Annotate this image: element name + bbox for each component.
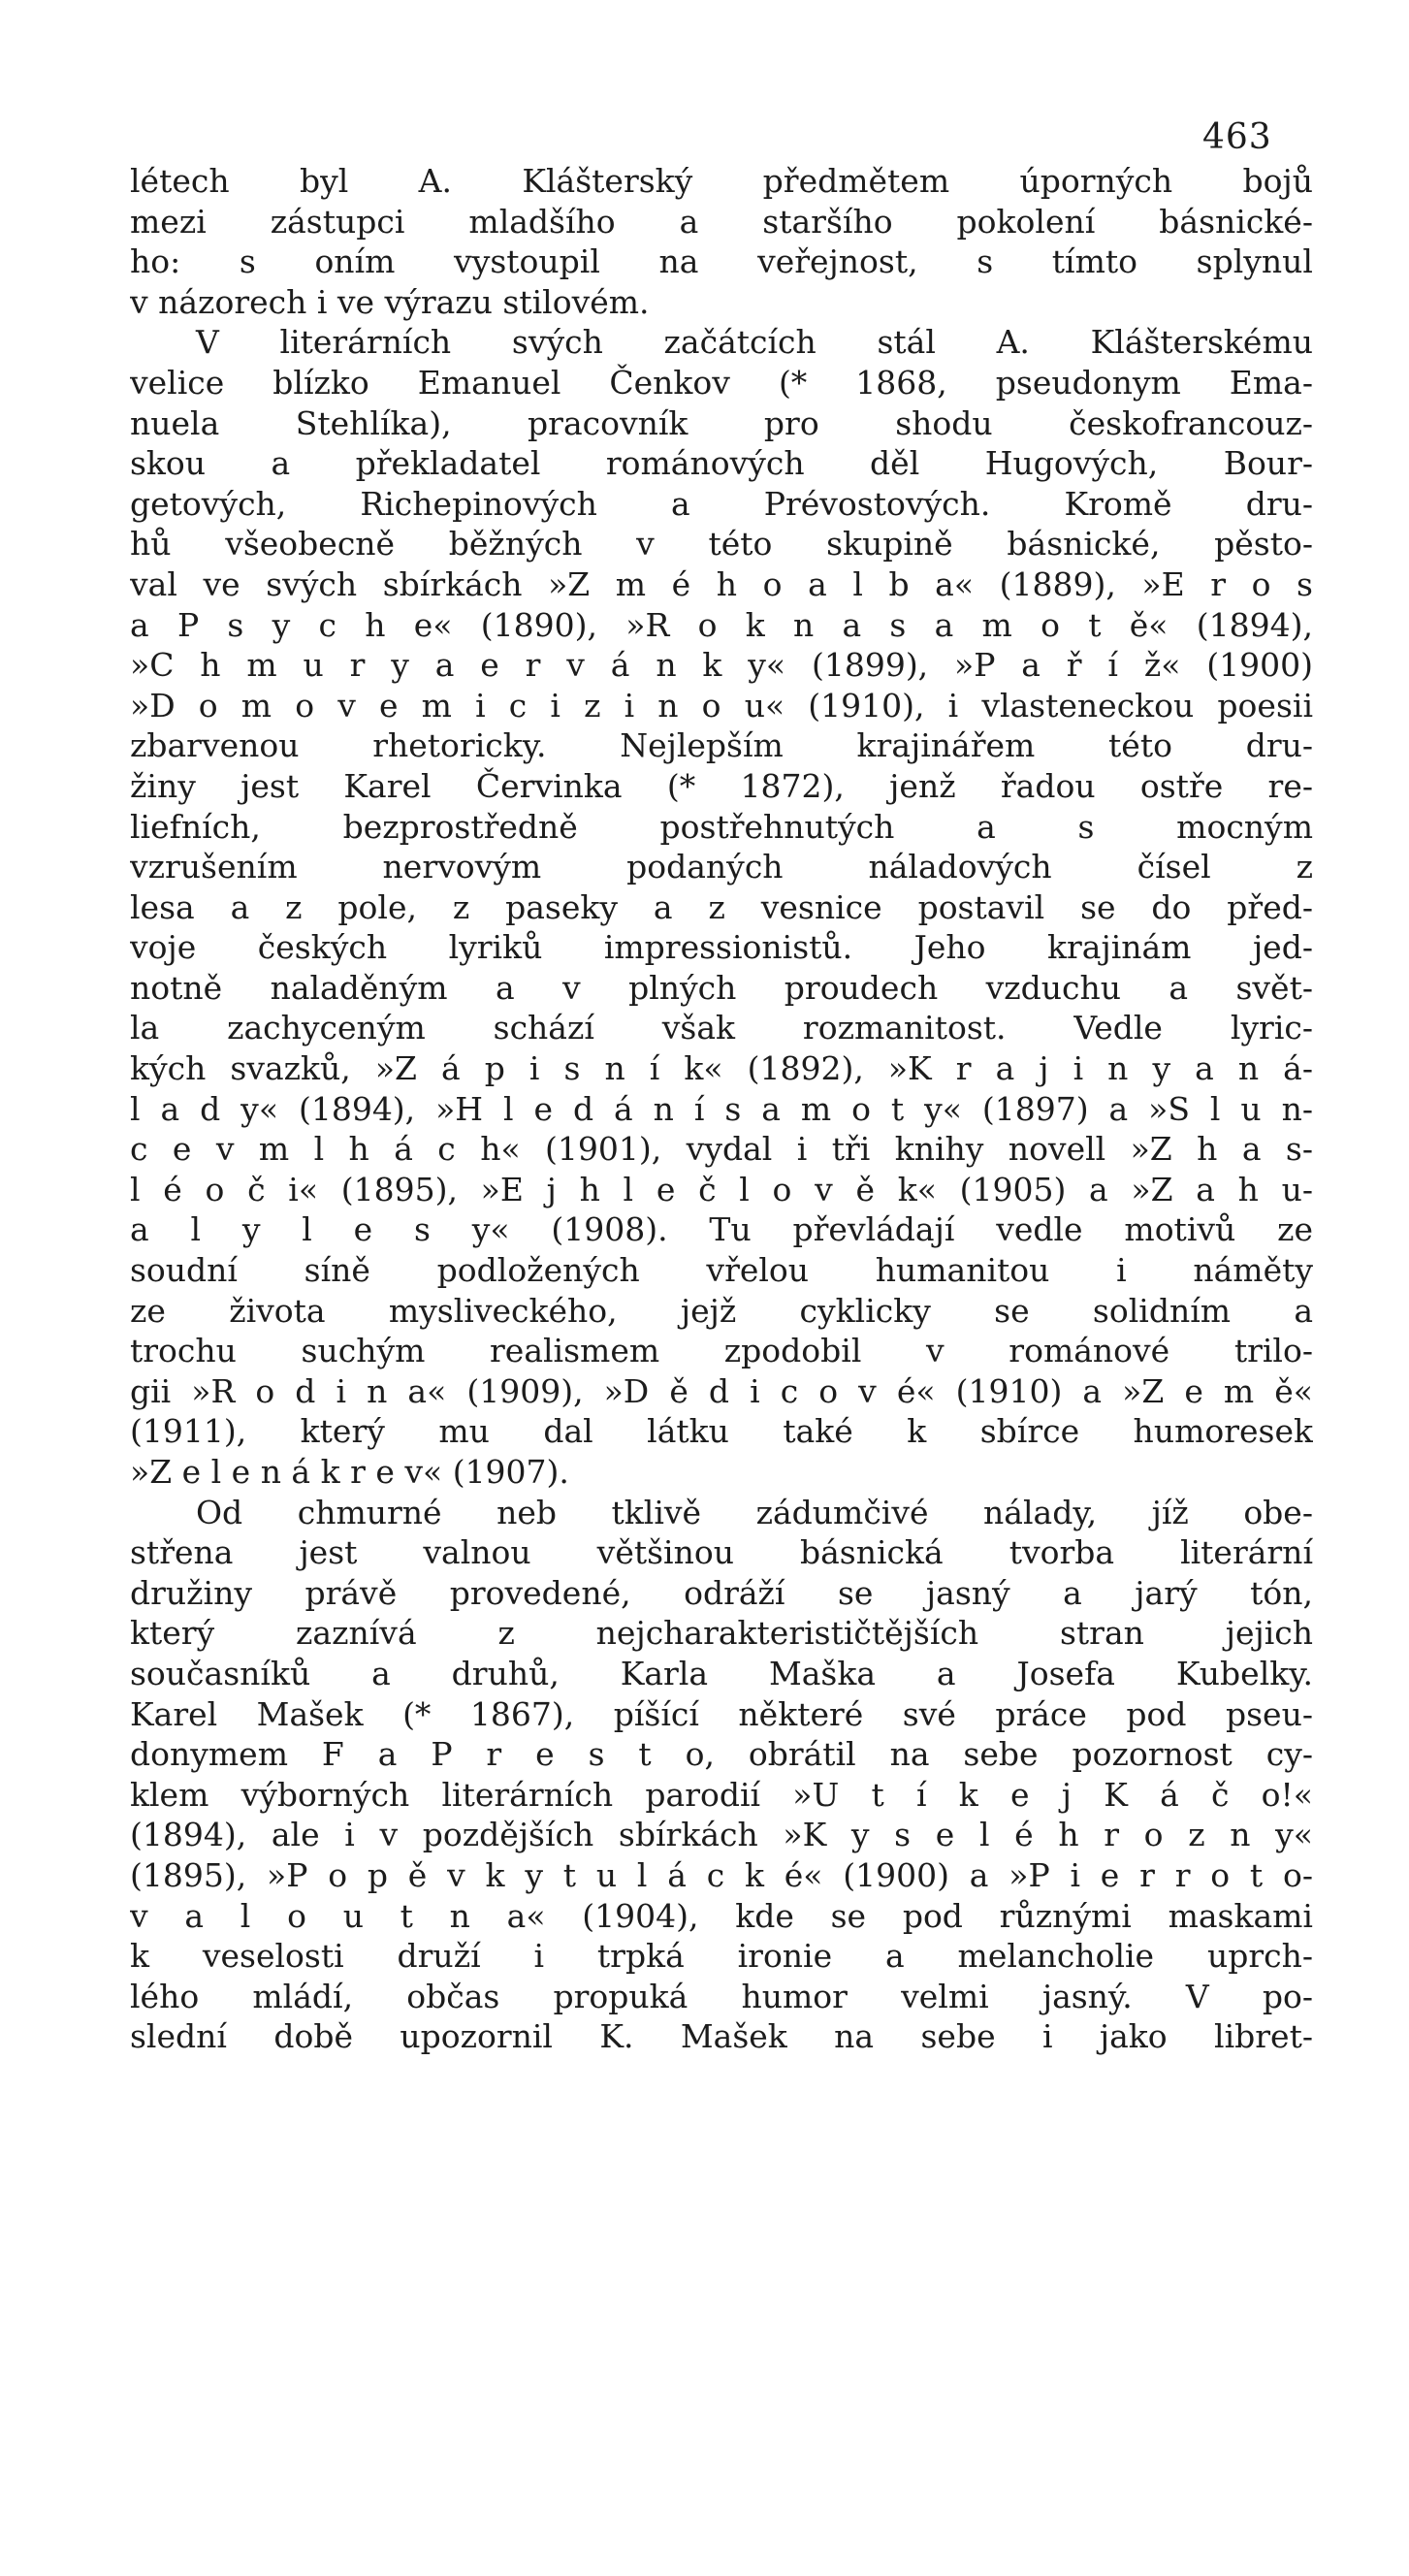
text-line: který zaznívá z nejcharakterističtějších stran jejich (130, 1614, 1313, 1653)
text-line: lesa a z pole, z paseky a z vesnice postavil se do před- (130, 887, 1313, 926)
text-line: »C h m u r y a e r v á n k y« (1899), »P a ř í ž« (1900) (130, 646, 1313, 685)
text-line: v názorech i ve výrazu stilovém. (130, 282, 650, 321)
text-line: ho: s oním vystoupil na veřejnost, s tímto splynul (130, 242, 1313, 281)
text-line: kých svazků, »Z á p i s n í k« (1892), »K r a j i n y a n á- (130, 1049, 1313, 1088)
text-line: létech byl A. Klášterský předmětem úporných bojů (130, 162, 1313, 200)
text-line: val ve svých sbírkách »Z m é h o a l b a« (1889), »E r o s (130, 564, 1313, 603)
text-line: a l y l e s y« (1908). Tu převládají vedle motivů ze (130, 1210, 1313, 1249)
text-line: (1911), který mu dal látku také k sbírce humoresek (130, 1412, 1313, 1451)
text-line: družiny právě provedené, odráží se jasný a jarý tón, (130, 1573, 1313, 1612)
text-line: současníků a druhů, Karla Maška a Josefa Kubelky. (130, 1654, 1313, 1692)
text-line: vzrušením nervovým podaných náladových čísel z (130, 848, 1313, 886)
text-line: donymem F a P r e s t o, obrátil na sebe pozornost cy- (130, 1735, 1313, 1774)
text-line: nuela Stehlíka), pracovník pro shodu českofrancouz- (130, 403, 1313, 442)
text-line: trochu suchým realismem zpodobil v románové trilo- (130, 1332, 1313, 1370)
text-line: soudní síně podložených vřelou humanitou i náměty (130, 1251, 1313, 1290)
text-line: Od chmurné neb tklivě zádumčivé nálady, jíž obe- (196, 1493, 1313, 1531)
text-line: skou a překladatel románových děl Hugových, Bour- (130, 444, 1313, 483)
text-line: la zachyceným schází však rozmanitost. Vedle lyric- (130, 1009, 1313, 1047)
text-line: »Z e l e n á k r e v« (1907). (130, 1453, 569, 1491)
text-line: klem výborných literárních parodií »U t í k e j K á č o!« (130, 1775, 1313, 1814)
text-line: k veselosti druží i trpká ironie a melancholie uprch- (130, 1937, 1313, 1976)
text-line: v a l o u t n a« (1904), kde se pod různými maskami (130, 1896, 1313, 1935)
text-line: gii »R o d i n a« (1909), »D ě d i c o v é« (1910) a »Z e m ě« (130, 1371, 1313, 1410)
text-line: hů všeobecně běžných v této skupině básnické, pěsto- (130, 525, 1313, 564)
text-line: a P s y c h e« (1890), »R o k n a s a m o t ě« (1894), (130, 605, 1313, 644)
text-line: l a d y« (1894), »H l e d á n í s a m o t y« (1897) a »S l u n- (130, 1089, 1313, 1128)
text-line: ze života mysliveckého, jejž cyklicky se solidním a (130, 1291, 1313, 1330)
text-line: žiny jest Karel Červinka (* 1872), jenž řadou ostře re- (130, 766, 1313, 805)
text-line: V literárních svých začátcích stál A. Klášterskému (196, 323, 1313, 362)
text-line: getových, Richepinových a Prévostových. Kromě dru- (130, 484, 1313, 523)
text-line: střena jest valnou většinou básnická tvorba literární (130, 1533, 1313, 1572)
text-line: voje českých lyriků impressionistů. Jeho krajinám jed- (130, 928, 1313, 967)
text-line: l é o č i« (1895), »E j h l e č l o v ě k« (1905) a »Z a h u- (130, 1170, 1313, 1208)
text-line: notně naladěným a v plných proudech vzduchu a svět- (130, 968, 1313, 1007)
page-number: 463 (1202, 117, 1272, 157)
text-line: lého mládí, občas propuká humor velmi jasný. V po- (130, 1977, 1313, 2015)
text-line: (1895), »P o p ě v k y t u l á c k é« (1900) a »P i e r r o t o- (130, 1855, 1313, 1894)
text-line: slední době upozornil K. Mašek na sebe i jako libret- (130, 2017, 1313, 2056)
text-line: mezi zástupci mladšího a staršího pokolení básnické- (130, 202, 1313, 241)
text-line: zbarvenou rhetoricky. Nejlepším krajinářem této dru- (130, 726, 1313, 765)
text-line: »D o m o v e m i c i z i n o u« (1910), i vlasteneckou poesii (130, 686, 1313, 724)
text-line: c e v m l h á c h« (1901), vydal i tři knihy novell »Z h a s- (130, 1130, 1313, 1169)
text-line: velice blízko Emanuel Čenkov (* 1868, pseudonym Ema- (130, 363, 1313, 402)
body-text (130, 161, 1313, 2057)
text-line: liefních, bezprostředně postřehnutých a s mocným (130, 807, 1313, 846)
text-line: (1894), ale i v pozdějších sbírkách »K y s e l é h r o z n y« (130, 1816, 1313, 1854)
text-line: Karel Mašek (* 1867), píšící některé své práce pod pseu- (130, 1694, 1313, 1733)
